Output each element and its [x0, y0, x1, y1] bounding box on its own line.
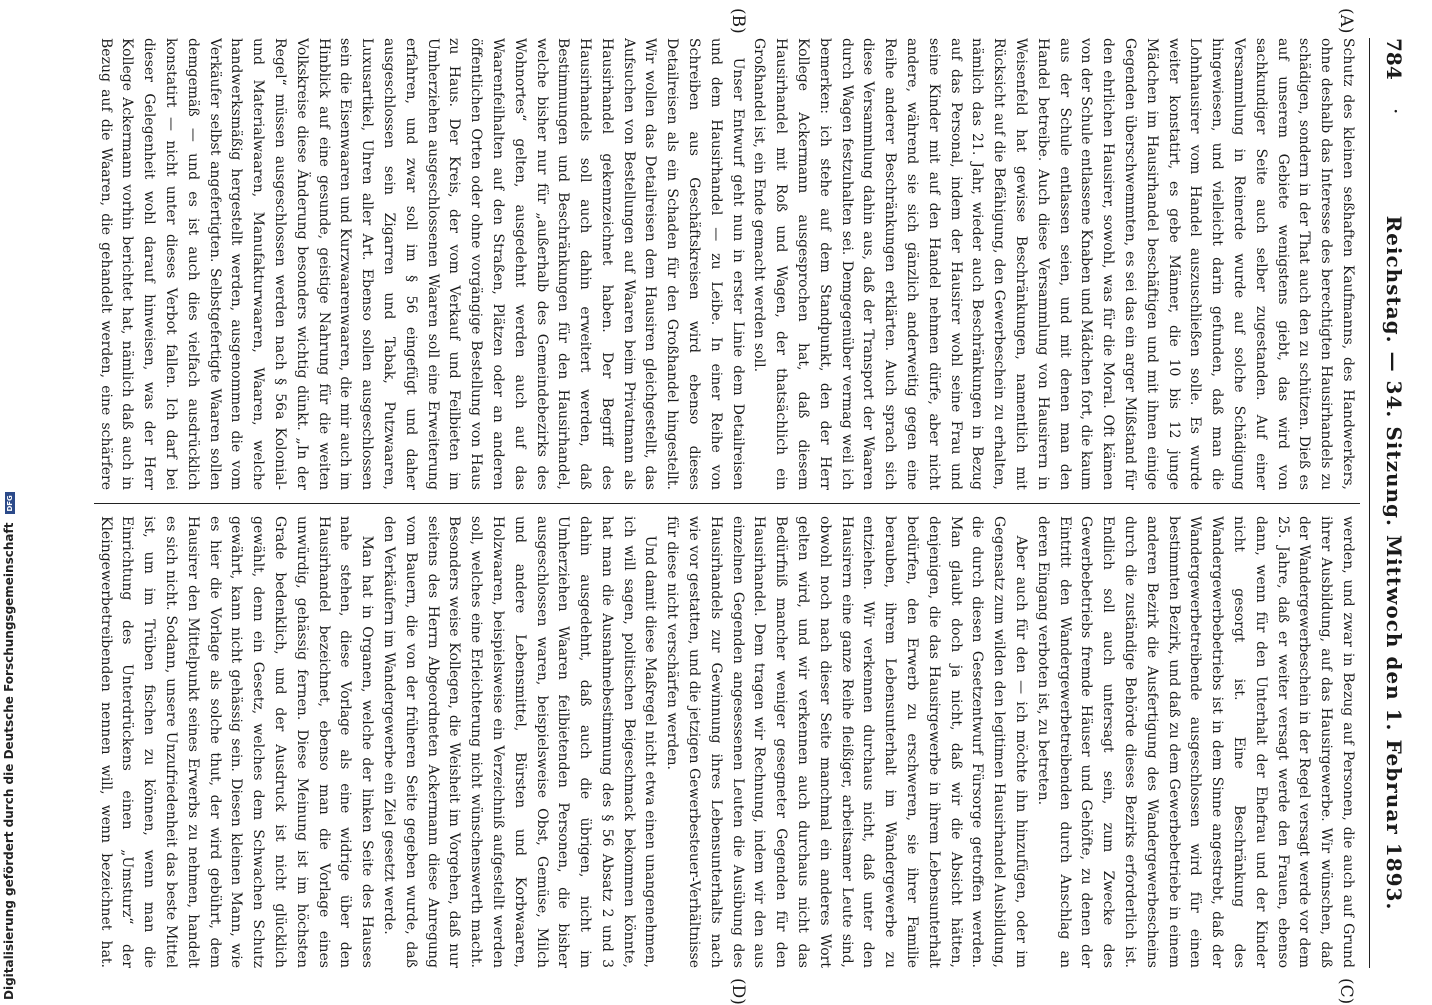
header-rule [1369, 38, 1370, 968]
page-title: Reichstag. — 34. Sitzung. Mittwoch den 1. Februar 1893. [1382, 215, 1406, 911]
margin-marker-d: (D) [728, 978, 748, 1005]
digitization-credit [2, 0, 16, 1000]
left-text-column [96, 38, 1358, 490]
paragraph: Aber auch für den — ich möchte ihn hinzufügen, oder im Gegensatz zum wilden den legitimen Hausirhandel Ausbildung, die durch diesen Gesetzentwurf Fürsorge getroffen werden. Man glaubt doch ja nicht, daß wir die Absicht hätten, denjenigen, die das Hausirgewerbe in ihrem Lebensunterhalt bedürfen, den Erwerb zu erschweren, sie ihrer Familie berauben, ihrem Lebensunterhalt im Wandergewerbe zu entziehen. Wir verkennen durchaus nicht, daß unter den Hausirern eine ganze Reihe fleißiger, arbeitsamer Leute sind, obwohl noch nach dieser Seite manchmal ein anderes Wort gelten wird, und wir verkennen auch durchaus nicht das Bedürfniß mancher weniger gesegneter Gegenden für den Hausirhandel. Dem tragen wir Rechnung, indem wir den aus einzelnen Gegenden angesessenen Leuten die Ausübung des Hausirhandels zur Gewinnung ihres Lebensunterhalts nach wie vor gestatten, und die jetzigen Gewerbesteuer-Verhältnisse für diese nicht verschärfen werden. [664, 516, 1030, 968]
paragraph: Schutz des kleinen seßhaften Kaufmanns, des Handwerkers, ohne deshalb das Interesse des berechtigten Hausirhandels zu schädigen, sondern in der That auch den zu schützen. Dieß es auf unserem Gebiete wenigstens giebt, das wird von sachkundiger Seite auch selber zugestanden. Auf einer Versammlung in Reinerde wurde auf solche Schädigung hingewiesen, und vielleicht darin gefunden, daß man die Lohnhausirer vom Handel auszuschließen solle. Es wurde weiter konstatirt, es gebe Männer, die 10 bis 12 junge Mädchen im Hausirhandel beschäftigen und mit ihnen einige Gegenden überschwemmten, es sei das ein arger Mißstand für den ehrlichen Hausirer, sowohl, was für die Moral. Oft kämen von der Schule entlassene Knaben und Mädchen fort, die kaum aus der Schule entlassen seien, und mit denen man den Handel betreibe. Auch diese Versammlung von Hausirern in Weisenfeld hat gewisse Beschränkungen, namentlich mit Rücksicht auf die Befähigung, den Gewerbeschein zu erhalten, nämlich das 21. Jahr, wieder auch Beschränkungen in Bezug auf das Personal, indem der Hausirer wohl seine Frau und seine Kinder mit auf den Handel nehmen dürfe, aber nicht andere, während sie sich gänzlich anderweitig gegen eine Reihe anderer Beschränkungen erklärten. Auch sprach sich diese Versammlung dahin aus, daß der Transport der Waaren durch Wagen festzuhalten sei. Demgegenüber vermag weil ich bemerken: ich stehe auf dem Standpunkt, den der Herr Kollege Ackermann ausgesprochen hat, daß diesem Hausirhandel mit Roß und Wagen, der thatsächlich ein Großhandel ist, ein Ende gemacht werden soll. [751, 38, 1356, 490]
paragraph: Man hat in Organen, welche der linken Seite des Hauses nahe stehen, diese Vorlage als eine widrige über den Hausirhandel bezeichnet, ebenso man die Vorlage eines unwürdig, gehässig fernen. Diese Meinung ist im höchsten Grade bedenklich, und der Ausdruck ist nicht glücklich gewählt, denn ein Gesetz, welches dem Schwachen Schutz gewährt, kann nicht gehässig sein. Diesen kleinen Mann, wie es hier die Vorlage als solche thut, der wird gebührt, dem Hausirer den Mittelpunkt seines Erwerbs zu nehmen, handelt es sich nicht. Sodann, unsere Unzufriedenheit das beste Mittel ist, um im Trüben fischen zu können, wenn man die Einrichtung des Unterdrückens einen „Umsturz“ der Kleingewerbetreibenden nennen will, wenn bezeichnet hat. [97, 516, 376, 968]
paragraph: werden, und zwar in Bezug auf Personen, die auch auf Grund ihrer Ausbildung, auf das Hausirgewerbe. Wir wünschen, daß der Wandergewerbeschein in der Regel versagt werde vor dem 25. Jahre, daß er weiter versagt werde den Frauen, ebenso dann, wenn für den Unterhalt der Ehefrau und der Kinder nicht gesorgt ist. Eine Beschränkung des Wandergewerbebetriebs ist in dem Sinne angestrebt, daß der Wandergewerbetreibende ausgeschlossen wird für einen bestimmten Bezirk, und daß zu dem Gewerbebetriebe in einem anderen Bezirk die Ausfertigung des Wandergewerbescheins durch die zuständige Behörde dieses Bezirks erforderlich ist. Endlich soll auch untersagt sein, zum Zwecke des Gewerbebetriebs fremde Häuser und Gehöfte, zu denen der Eintritt den Wandergewerbetreibenden durch Anschlag an deren Eingang verboten ist, zu betreten. [1034, 516, 1356, 968]
header-separator: · [1384, 108, 1408, 115]
digitization-credit-text: Digitalisierung gefördert durch die Deutsche Forschungsgemeinschaft [2, 522, 16, 1000]
page-header [1374, 38, 1410, 968]
paragraph: Unser Entwurf geht nun in erster Linie dem Detailreisen und dem Hausirhandel — zu Leibe. In einer Reihe von Schreiben aus Geschäftskreisen wird ebenso dieses Detailreisen als ein Schaden für den Großhandel hingestellt. Wir wollen das Detailreisen dem Hausiren gleichgestellt, das Aufsuchen von Bestellungen auf Waaren beim Privatmann als Hausirhandel gekennzeichnet haben. Der Begriff des Hausirhandels soll auch dahin erweitert werden, daß Bestimmungen und Beschränkungen für den Hausirhandel, welche bisher nur für „außerhalb des Gemeindebezirks des Wohnortes“ gelten, ausgedehnt werden auch auf das Waarenfeilhalten auf den Straßen, Plätzen oder an anderen öffentlichen Orten oder ohne vorgängige Bestellung von Haus zu Haus. Der Kreis, der vom Verkauf und Feilbieten im Umherziehen ausgeschlossenen Waaren soll eine Erweiterung erfahren, und zwar soll im § 56 eingefügt und daher ausgeschlossen sein Zigarren und Tabak, Putzwaaren, Luxusartikel, Uhren aller Art. Ebenso sollen ausgeschlossen sein die Eisenwaaren und Kurzwaarenwaaren, die mir auch im Hinblick auf eine gesunde, geistige Nahrung für die weiten Volkskreise diese Änderung besonders wichtig dünkt. „In der Regel“ müssen ausgeschlossen werden nach § 56a Kolonial- und Materialwaaren, Manufakturwaaren, Waaren, welche handwerksmäßig hergestellt werden, ausgenommen die vom Verkäufer selbst angefertigten. Selbstgefertigte Waaren sollen demgemäß — und es ist auch dies vielfach ausdrücklich konstatirt — nicht unter dieses Verbot fallen. Ich darf bei dieser Gelegenheit wohl darauf hinweisen, was der Herr Kollege Ackermann vorhin berichtet hat, nämlich daß auch in Bezug auf die Waaren, die gehandelt werden, eine schärfere [97, 38, 746, 490]
column-divider [94, 503, 1360, 504]
right-text-column [96, 516, 1358, 968]
paragraph: Und damit diese Maßregel nicht etwa einen unangenehmen, ich will sagen, politischen Beigeschmack bekommen könnte, hat man die Ausnahmebestimmung des § 56 Absatz 2 und 3 dahin ausgedehnt, daß auch die übrigen, nicht im Umherziehen Waaren feilbietenden Personen, die bisher ausgeschlossen waren, beispielsweise Obst, Gemüse, Milch und andere Lebensmittel, Bürsten und Korbwaaren, Holzwaaren, beispielsweise ein Verzeichniß aufgestellt werden soll, welches eine Erleichterung nicht wünschenswerth macht. Besonders weise Kollegen, die Weisheit im Vorgehen, daß nur seitens des Herrn Abgeordneten Ackermann diese Anregung vom Bauern, die von der früheren Seite gegeben wurde, daß den Verkäufern im Wandergewerbe ein Ziel gesetzt werde. [380, 516, 659, 968]
margin-marker-b: (B) [728, 8, 748, 34]
page-number: 784 [1382, 38, 1406, 80]
dfg-logo-icon: DFG [5, 492, 15, 514]
rotated-page [80, 8, 1410, 1005]
margin-marker-a: (A) [1336, 8, 1356, 34]
margin-marker-c: (C) [1336, 978, 1356, 1005]
